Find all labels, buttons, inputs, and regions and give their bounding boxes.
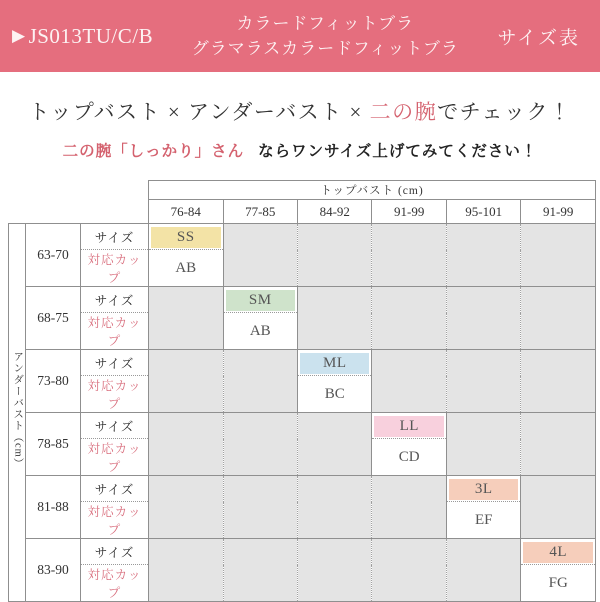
empty-cell bbox=[372, 350, 446, 413]
size-badge: ML bbox=[300, 353, 369, 374]
empty-cell bbox=[149, 476, 223, 539]
empty-cell bbox=[372, 476, 446, 539]
empty-cell bbox=[223, 476, 297, 539]
empty-cell bbox=[446, 224, 520, 287]
empty-cell bbox=[149, 287, 223, 350]
top-bust-range-header: 77-85 bbox=[223, 200, 297, 224]
size-row-label: サイズ bbox=[81, 476, 149, 502]
cup-value-cell: AB bbox=[149, 250, 223, 287]
product-code-text: JS013TU/C/B bbox=[28, 23, 154, 48]
top-bust-range-header: 91-99 bbox=[372, 200, 446, 224]
size-row-label: サイズ bbox=[81, 224, 149, 250]
empty-cell bbox=[521, 350, 596, 413]
top-bust-range-row bbox=[9, 200, 596, 224]
size-badge: SS bbox=[151, 227, 220, 248]
cup-row-label: 対応カップ bbox=[81, 565, 149, 602]
cup-value-cell: BC bbox=[298, 376, 372, 413]
cup-row-label: 対応カップ bbox=[81, 250, 149, 287]
cup-value-cell: AB bbox=[223, 313, 297, 350]
size-row-label: サイズ bbox=[81, 287, 149, 313]
empty-cell bbox=[149, 539, 223, 602]
table-row bbox=[9, 539, 596, 565]
table-row bbox=[9, 224, 596, 250]
size-table-label: サイズ表 bbox=[497, 27, 580, 49]
empty-cell bbox=[298, 539, 372, 602]
size-value-cell bbox=[298, 350, 372, 376]
size-value-cell bbox=[149, 224, 223, 250]
empty-cell bbox=[372, 287, 446, 350]
empty-cell bbox=[521, 287, 596, 350]
product-title-line2: グラマラスカラードフィットブラ bbox=[191, 39, 459, 58]
under-bust-axis-cell bbox=[9, 224, 26, 602]
product-title-line1: カラードフィットブラ bbox=[236, 14, 415, 33]
cup-row-label: 対応カップ bbox=[81, 376, 149, 413]
empty-cell bbox=[223, 539, 297, 602]
empty-cell bbox=[446, 539, 520, 602]
size-value-cell bbox=[223, 287, 297, 313]
arrow-right-icon: ▶ bbox=[12, 26, 26, 45]
table-row bbox=[9, 413, 596, 439]
headline-highlight: 二の腕 bbox=[369, 100, 438, 124]
size-badge: LL bbox=[374, 416, 443, 437]
empty-cell bbox=[298, 476, 372, 539]
empty-cell bbox=[149, 413, 223, 476]
cup-row-label: 対応カップ bbox=[81, 313, 149, 350]
upsize-note bbox=[0, 139, 600, 161]
cup-value-cell: FG bbox=[521, 565, 596, 602]
size-table bbox=[8, 180, 596, 602]
table-row bbox=[9, 476, 596, 502]
header-bar bbox=[0, 0, 600, 72]
empty-cell bbox=[446, 413, 520, 476]
top-bust-range-header: 91-99 bbox=[521, 200, 596, 224]
empty-cell bbox=[298, 287, 372, 350]
under-bust-range-cell: 78-85 bbox=[26, 413, 81, 476]
empty-cell bbox=[298, 413, 372, 476]
table-row bbox=[9, 287, 596, 313]
size-table-wrapper bbox=[8, 180, 596, 602]
empty-cell bbox=[372, 539, 446, 602]
empty-cell bbox=[223, 224, 297, 287]
check-headline bbox=[0, 96, 600, 126]
product-titles bbox=[153, 11, 497, 61]
empty-cell bbox=[149, 350, 223, 413]
top-bust-axis-label: トップバスト (cm) bbox=[149, 181, 596, 200]
headline-part2: でチェック！ bbox=[437, 100, 572, 124]
under-bust-range-cell: 81-88 bbox=[26, 476, 81, 539]
empty-cell bbox=[298, 224, 372, 287]
empty-cell bbox=[223, 413, 297, 476]
size-value-cell bbox=[446, 476, 520, 502]
top-bust-range-header: 76-84 bbox=[149, 200, 223, 224]
table-corner-spacer bbox=[9, 200, 149, 224]
under-bust-range-cell: 73-80 bbox=[26, 350, 81, 413]
cup-value-cell: CD bbox=[372, 439, 446, 476]
upsize-note-highlight: 二の腕「しっかり」さん bbox=[62, 143, 245, 160]
size-badge: 4L bbox=[523, 542, 593, 563]
size-row-label: サイズ bbox=[81, 539, 149, 565]
under-bust-range-cell: 83-90 bbox=[26, 539, 81, 602]
upsize-note-rest: ならワンサイズ上げてみてください！ bbox=[258, 143, 538, 160]
product-code bbox=[12, 24, 153, 49]
empty-cell bbox=[521, 476, 596, 539]
under-bust-range-cell: 68-75 bbox=[26, 287, 81, 350]
size-row-label: サイズ bbox=[81, 350, 149, 376]
size-value-cell bbox=[521, 539, 596, 565]
top-bust-range-header: 95-101 bbox=[446, 200, 520, 224]
under-bust-range-cell: 63-70 bbox=[26, 224, 81, 287]
cup-row-label: 対応カップ bbox=[81, 439, 149, 476]
top-bust-range-header: 84-92 bbox=[298, 200, 372, 224]
table-corner-spacer bbox=[9, 181, 149, 200]
size-value-cell bbox=[372, 413, 446, 439]
size-row-label: サイズ bbox=[81, 413, 149, 439]
empty-cell bbox=[446, 287, 520, 350]
empty-cell bbox=[223, 350, 297, 413]
empty-cell bbox=[372, 224, 446, 287]
headline-part1: トップバスト × アンダーバスト × bbox=[28, 100, 370, 124]
cup-row-label: 対応カップ bbox=[81, 502, 149, 539]
top-axis-row bbox=[9, 181, 596, 200]
empty-cell bbox=[446, 350, 520, 413]
size-badge: 3L bbox=[449, 479, 518, 500]
under-bust-axis-label: アンダーバスト（cm） bbox=[12, 350, 24, 470]
empty-cell bbox=[521, 413, 596, 476]
cup-value-cell: EF bbox=[446, 502, 520, 539]
size-badge: SM bbox=[226, 290, 295, 311]
empty-cell bbox=[521, 224, 596, 287]
table-row bbox=[9, 350, 596, 376]
